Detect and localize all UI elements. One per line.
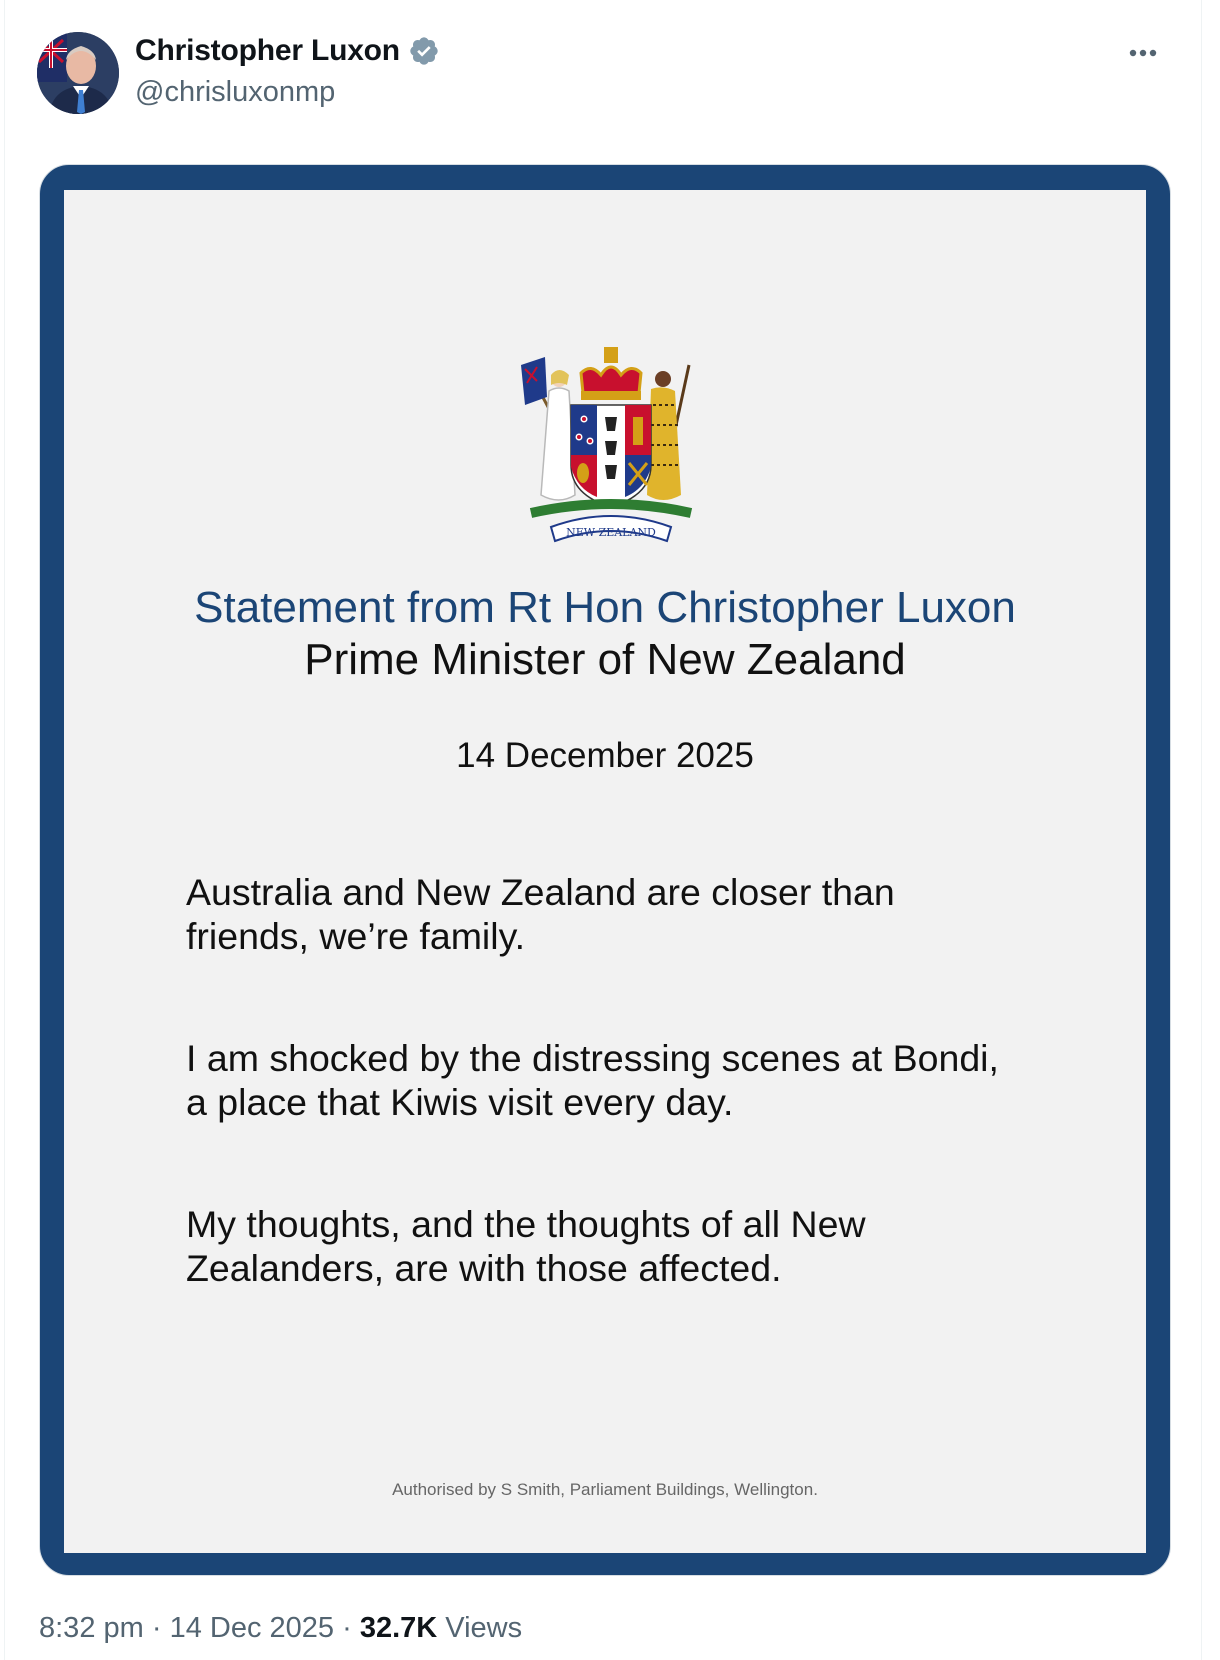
author-handle[interactable]: @chrisluxonmp (135, 76, 336, 108)
statement-paragraph (186, 1202, 1086, 1290)
author-name-row (135, 34, 440, 68)
new-zealand-coat-of-arms (511, 345, 711, 545)
meta-separator: · (143, 1612, 170, 1644)
statement-document (64, 190, 1146, 1553)
avatar-photo (37, 32, 119, 114)
statement-date: 14 December 2025 (456, 736, 754, 775)
paragraph-line: friends, we’re family. (186, 915, 525, 957)
tweet-time[interactable]: 8:32 pm (39, 1612, 144, 1644)
paragraph-line: I am shocked by the distressing scenes at Bondi, (186, 1037, 999, 1079)
tweet-meta (39, 1612, 522, 1645)
paragraph-line: Australia and New Zealand are closer than (186, 871, 895, 913)
tweet-image[interactable] (39, 164, 1171, 1576)
verified-badge-icon (408, 35, 440, 67)
views-label: Views (445, 1612, 523, 1644)
avatar[interactable] (37, 32, 119, 114)
statement-paragraph (186, 1036, 1086, 1124)
statement-title: Statement from Rt Hon Christopher Luxon (194, 583, 1016, 632)
tweet-date[interactable]: 14 Dec 2025 (169, 1612, 335, 1644)
coat-of-arms-scroll-text: NEW ZEALAND (566, 526, 656, 539)
paragraph-line: Zealanders, are with those affected. (186, 1247, 782, 1289)
statement-paragraph (186, 870, 1086, 958)
paragraph-line: My thoughts, and the thoughts of all New (186, 1203, 866, 1245)
views-count[interactable]: 32.7K (359, 1612, 438, 1644)
paragraph-line: a place that Kiwis visit every day. (186, 1081, 734, 1123)
meta-separator: · (334, 1612, 360, 1644)
authorised-footer: Authorised by S Smith, Parliament Buildings, Wellington. (392, 1480, 818, 1499)
author-display-name[interactable]: Christopher Luxon (135, 34, 400, 67)
tweet (4, 0, 1202, 1660)
statement-subtitle: Prime Minister of New Zealand (304, 635, 906, 684)
more-options-icon[interactable] (1123, 38, 1163, 68)
